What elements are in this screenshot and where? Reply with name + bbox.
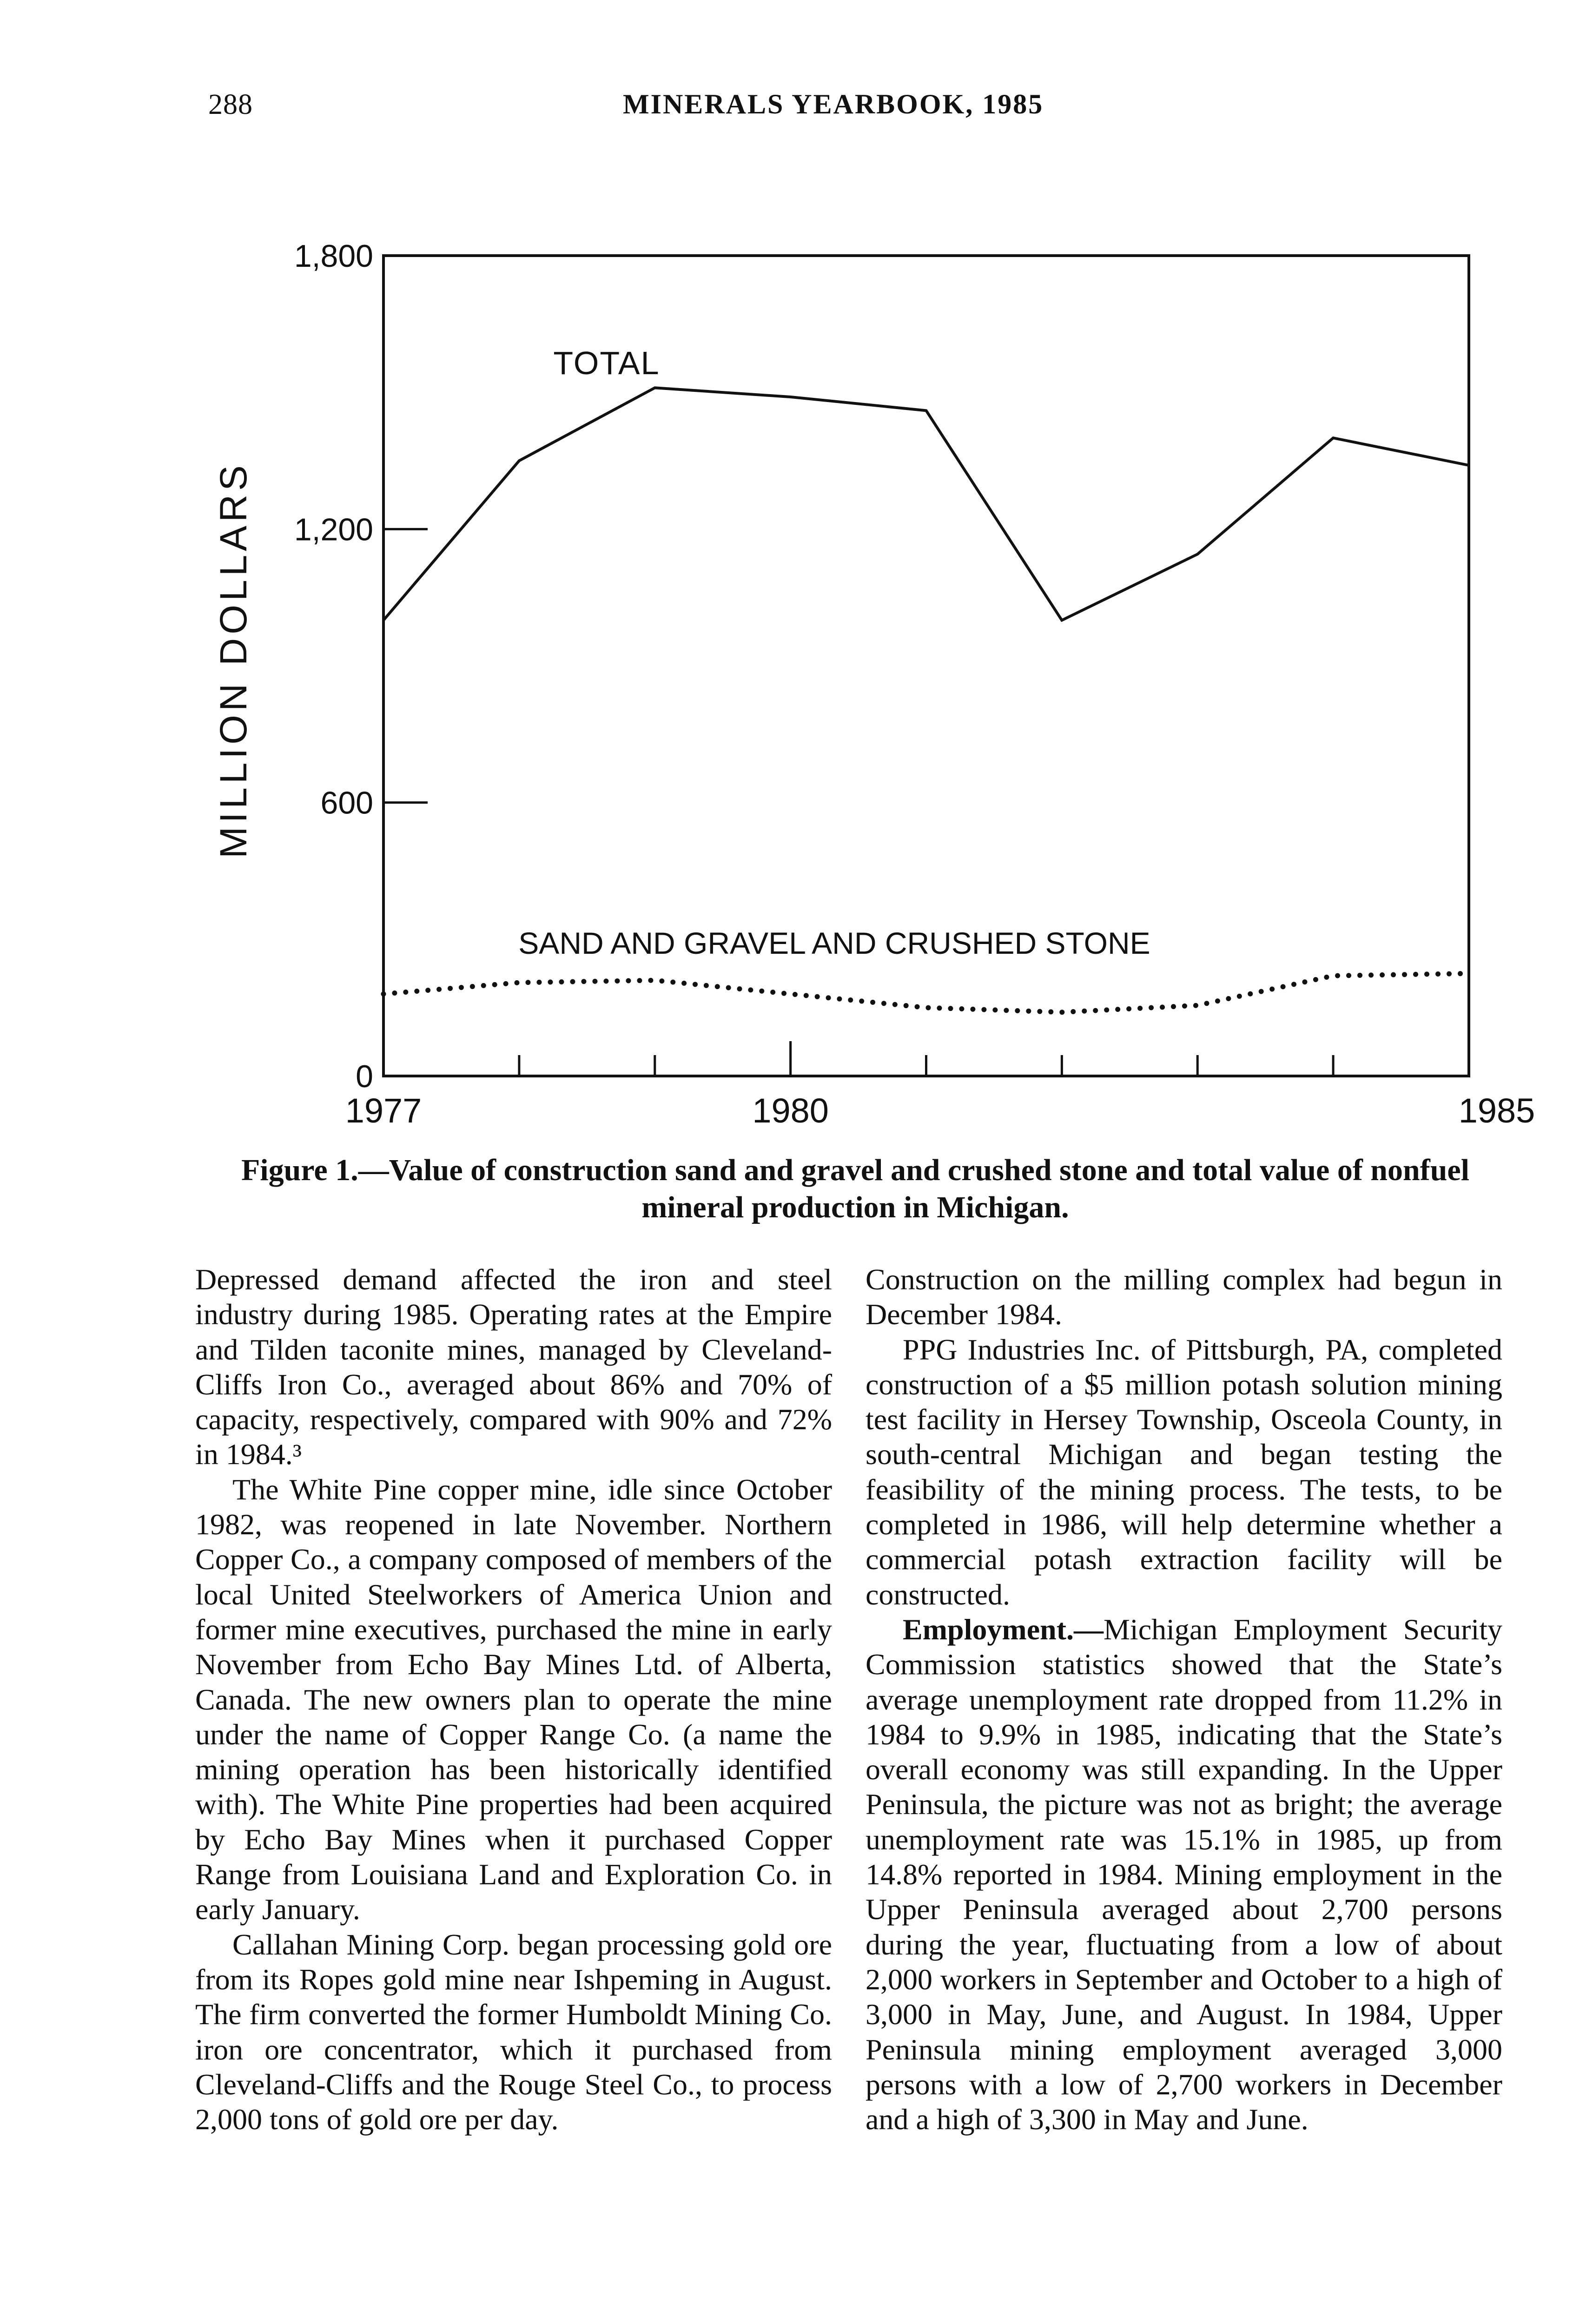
employment-heading: Employment.— xyxy=(903,1612,1104,1646)
figure-caption: Figure 1.—Value of construction sand and gravel and crushed stone and total value of nonfuel mineral production in Michigan. xyxy=(241,1153,1470,1224)
paragraph-employment xyxy=(866,1612,1502,2137)
y-tick-label: 600 xyxy=(320,785,373,821)
y-tick-label: 1,800 xyxy=(294,238,373,274)
series-line-sand-gravel xyxy=(383,973,1469,1012)
paragraph-iron-steel: Depressed demand affected the iron and steel industry during 1985. Operating rates at the Empire and Tilden taconite mines, managed by Cleveland-Cliffs Iron Co., averaged about 86% and 70% of capacity, respectively, compared with 90% and 72% in 1984.³ xyxy=(195,1263,832,1471)
paragraph-callahan: Callahan Mining Corp. began processing gold ore from its Ropes gold mine near Ishpeming in August. The firm converted the former Humboldt Mining Co. iron ore concentrator, which it purchased from Cleveland-Cliffs and the Rouge Steel Co., to process 2,000 tons of gold ore per day. xyxy=(195,1928,832,2136)
left-column xyxy=(195,1262,832,2137)
employment-text: Michigan Employment Security Commission statistics showed that the State’s average unemployment rate dropped from 11.2% in 1984 to 9.9% in 1985, indicating that the State’s overall economy was still expanding. In the Upper Peninsula, the picture was not as bright; the average unemployment rate was 15.1% in 1985, up from 14.8% reported in 1984. Mining employment in the Upper Peninsula averaged about 2,700 persons during the year, fluctuating from a low of about 2,000 workers in September and October to a high of 3,000 in May, June, and August. In 1984, Upper Peninsula mining employment averaged 3,000 persons with a low of 2,700 workers in December and a high of 3,300 in May and June. xyxy=(866,1612,1502,2136)
y-axis-label: MILLION DOLLARS xyxy=(212,462,255,858)
x-tick-label: 1980 xyxy=(752,1091,829,1130)
series-line-total xyxy=(383,388,1469,620)
y-tick-label: 1,200 xyxy=(294,512,373,548)
paragraph-ppg: PPG Industries Inc. of Pittsburgh, PA, completed construction of a $5 million potash solution mining test facility in Hersey Township, Osceola County, in south-central Michigan and began testing the feasibility of the mining process. The tests, to be completed in 1986, will help determine whether a commercial potash extraction facility will be constructed. xyxy=(866,1333,1502,1611)
y-tick-label: 0 xyxy=(356,1059,373,1094)
series-label-total: TOTAL xyxy=(553,345,660,381)
paragraph-white-pine: The White Pine copper mine, idle since October 1982, was reopened in late November. Northern Copper Co., a company composed of members of the local United Steelworkers of America Union and former mine executives, purchased the mine in early November from Echo Bay Mines Ltd. of Alberta, Canada. The new owners plan to operate the mine under the name of Copper Range Co. (a name the mining operation has been historically identified with). The White Pine properties had been acquired by Echo Bay Mines when it purchased Copper Range from Louisiana Land and Exploration Co. in early January. xyxy=(195,1472,832,1926)
page-number: 288 xyxy=(208,89,253,120)
x-tick-label: 1977 xyxy=(345,1091,422,1130)
x-tick-label: 1985 xyxy=(1458,1091,1535,1130)
series-label-sand-gravel: SAND AND GRAVEL AND CRUSHED STONE xyxy=(518,926,1150,960)
running-head: MINERALS YEARBOOK, 1985 xyxy=(623,89,1044,119)
right-column xyxy=(866,1262,1502,2137)
paragraph-milling-complex: Construction on the milling complex had begun in December 1984. xyxy=(866,1263,1502,1331)
